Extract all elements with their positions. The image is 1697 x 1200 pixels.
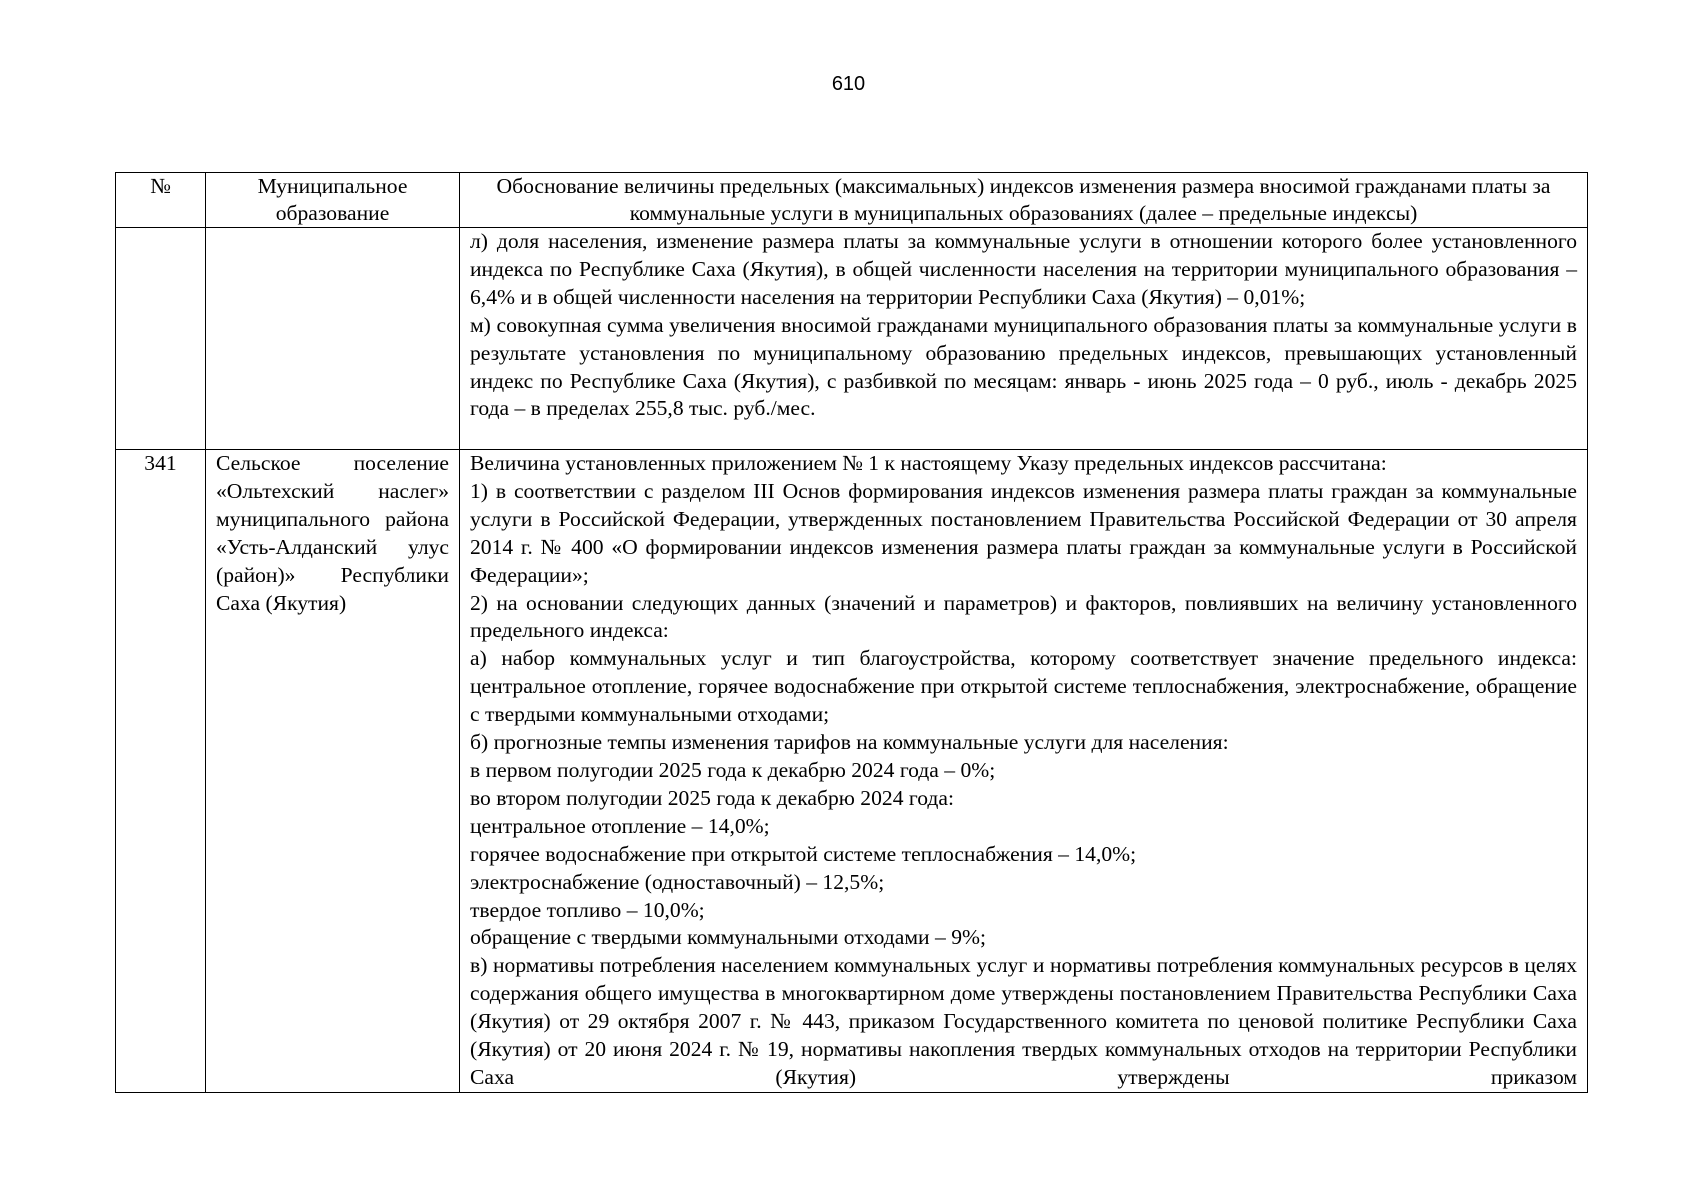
row-number-cell (116, 228, 206, 450)
paragraph-electricity: электроснабжение (одноставочный) – 12,5%; (470, 869, 885, 894)
paragraph-b-first-half: в первом полугодии 2025 года к декабрю 2024 года – 0%; (470, 757, 996, 782)
justification-cell (460, 228, 1588, 450)
paragraph-intro: Величина установленных приложением № 1 к настоящему Указу предельных индексов рассчитана: (470, 451, 1387, 475)
municipality-cell: Сельское поселение «Ольтехский наслег» муниципального района «Усть-Алданский улус (район)» Республики Саха (Якутия) (206, 450, 460, 1093)
paragraph-m: м) совокупная сумма увеличения вносимой гражданами муниципального образования платы за коммунальные услуги в результате установления по муниципальному образованию предельных индексов, превышающих установленный индекс по Республике Саха (Якутия), с разбивкой по месяцам: январь - июнь 2025 года – 0 руб., июль - декабрь 2025 года – в пределах 255,8 тыс. руб./мес. (470, 312, 1577, 421)
justification-table (115, 172, 1588, 1093)
paragraph-1: 1) в соответствии с разделом III Основ формирования индексов изменения размера платы граждан за коммунальные услуги в Российской Федерации, утвержденных постановлением Правительства Российской Федерации от 30 апреля 2014 г. № 400 «О формировании индексов изменения размера платы граждан за коммунальные услуги в Российской Федерации»; (470, 478, 1577, 587)
municipality-cell (206, 228, 460, 450)
paragraph-a: а) набор коммунальных услуг и тип благоустройства, которому соответствует значение предельного индекса: центральное отопление, горячее водоснабжение при открытой системе теплоснабжения, электроснабжение, обращение с твердыми коммунальными отходами; (470, 646, 1577, 727)
paragraph-v: в) нормативы потребления населением коммунальных услуг и нормативы потребления коммунальных ресурсов в целях содержания общего имущества в многоквартирном доме утверждены постановлением Правительства Республики Саха (Якутия) от 29 октября 2007 г. № 443, приказом Государственного комитета по ценовой политике Республики Саха (Якутия) от 20 июня 2024 г. № 19, нормативы накопления твердых коммунальных отходов на территории Республики Саха (Якутия) утверждены приказом (470, 953, 1577, 1089)
header-number: № (116, 173, 206, 228)
table-row (116, 450, 1588, 1093)
paragraph-heating: центральное отопление – 14,0%; (470, 813, 770, 838)
table-body (116, 228, 1588, 1093)
row-number-cell: 341 (116, 450, 206, 1093)
paragraph-waste: обращение с твердыми коммунальными отходами – 9%; (470, 925, 986, 950)
paragraph-l: л) доля населения, изменение размера платы за коммунальные услуги в отношении которого более установленного индекса по Республике Саха (Якутия), в общей численности населения на территории муниципального образования – 6,4% и в общей численности населения на территории Республики Саха (Якутия) – 0,01%; (470, 229, 1577, 309)
header-justification: Обоснование величины предельных (максимальных) индексов изменения размера вносимой гражданами платы за коммунальные услуги в муниципальных образованиях (далее – предельные индексы) (460, 173, 1588, 228)
paragraph-2: 2) на основании следующих данных (значений и параметров) и факторов, повлиявших на величину установленного предельного индекса: (470, 590, 1577, 643)
paragraph-solid-fuel: твердое топливо – 10,0%; (470, 897, 705, 922)
paragraph-hot-water: горячее водоснабжение при открытой системе теплоснабжения – 14,0%; (470, 841, 1137, 866)
table-header (116, 173, 1588, 228)
justification-cell (460, 450, 1588, 1093)
paragraph-b: б) прогнозные темпы изменения тарифов на коммунальные услуги для населения: (470, 730, 1229, 755)
table-row (116, 228, 1588, 450)
header-row (116, 173, 1588, 228)
paragraph-b-second-half: во втором полугодии 2025 года к декабрю 2024 года: (470, 785, 954, 810)
page-number: 610 (831, 73, 866, 95)
header-municipality: Муниципальное образование (206, 173, 460, 228)
